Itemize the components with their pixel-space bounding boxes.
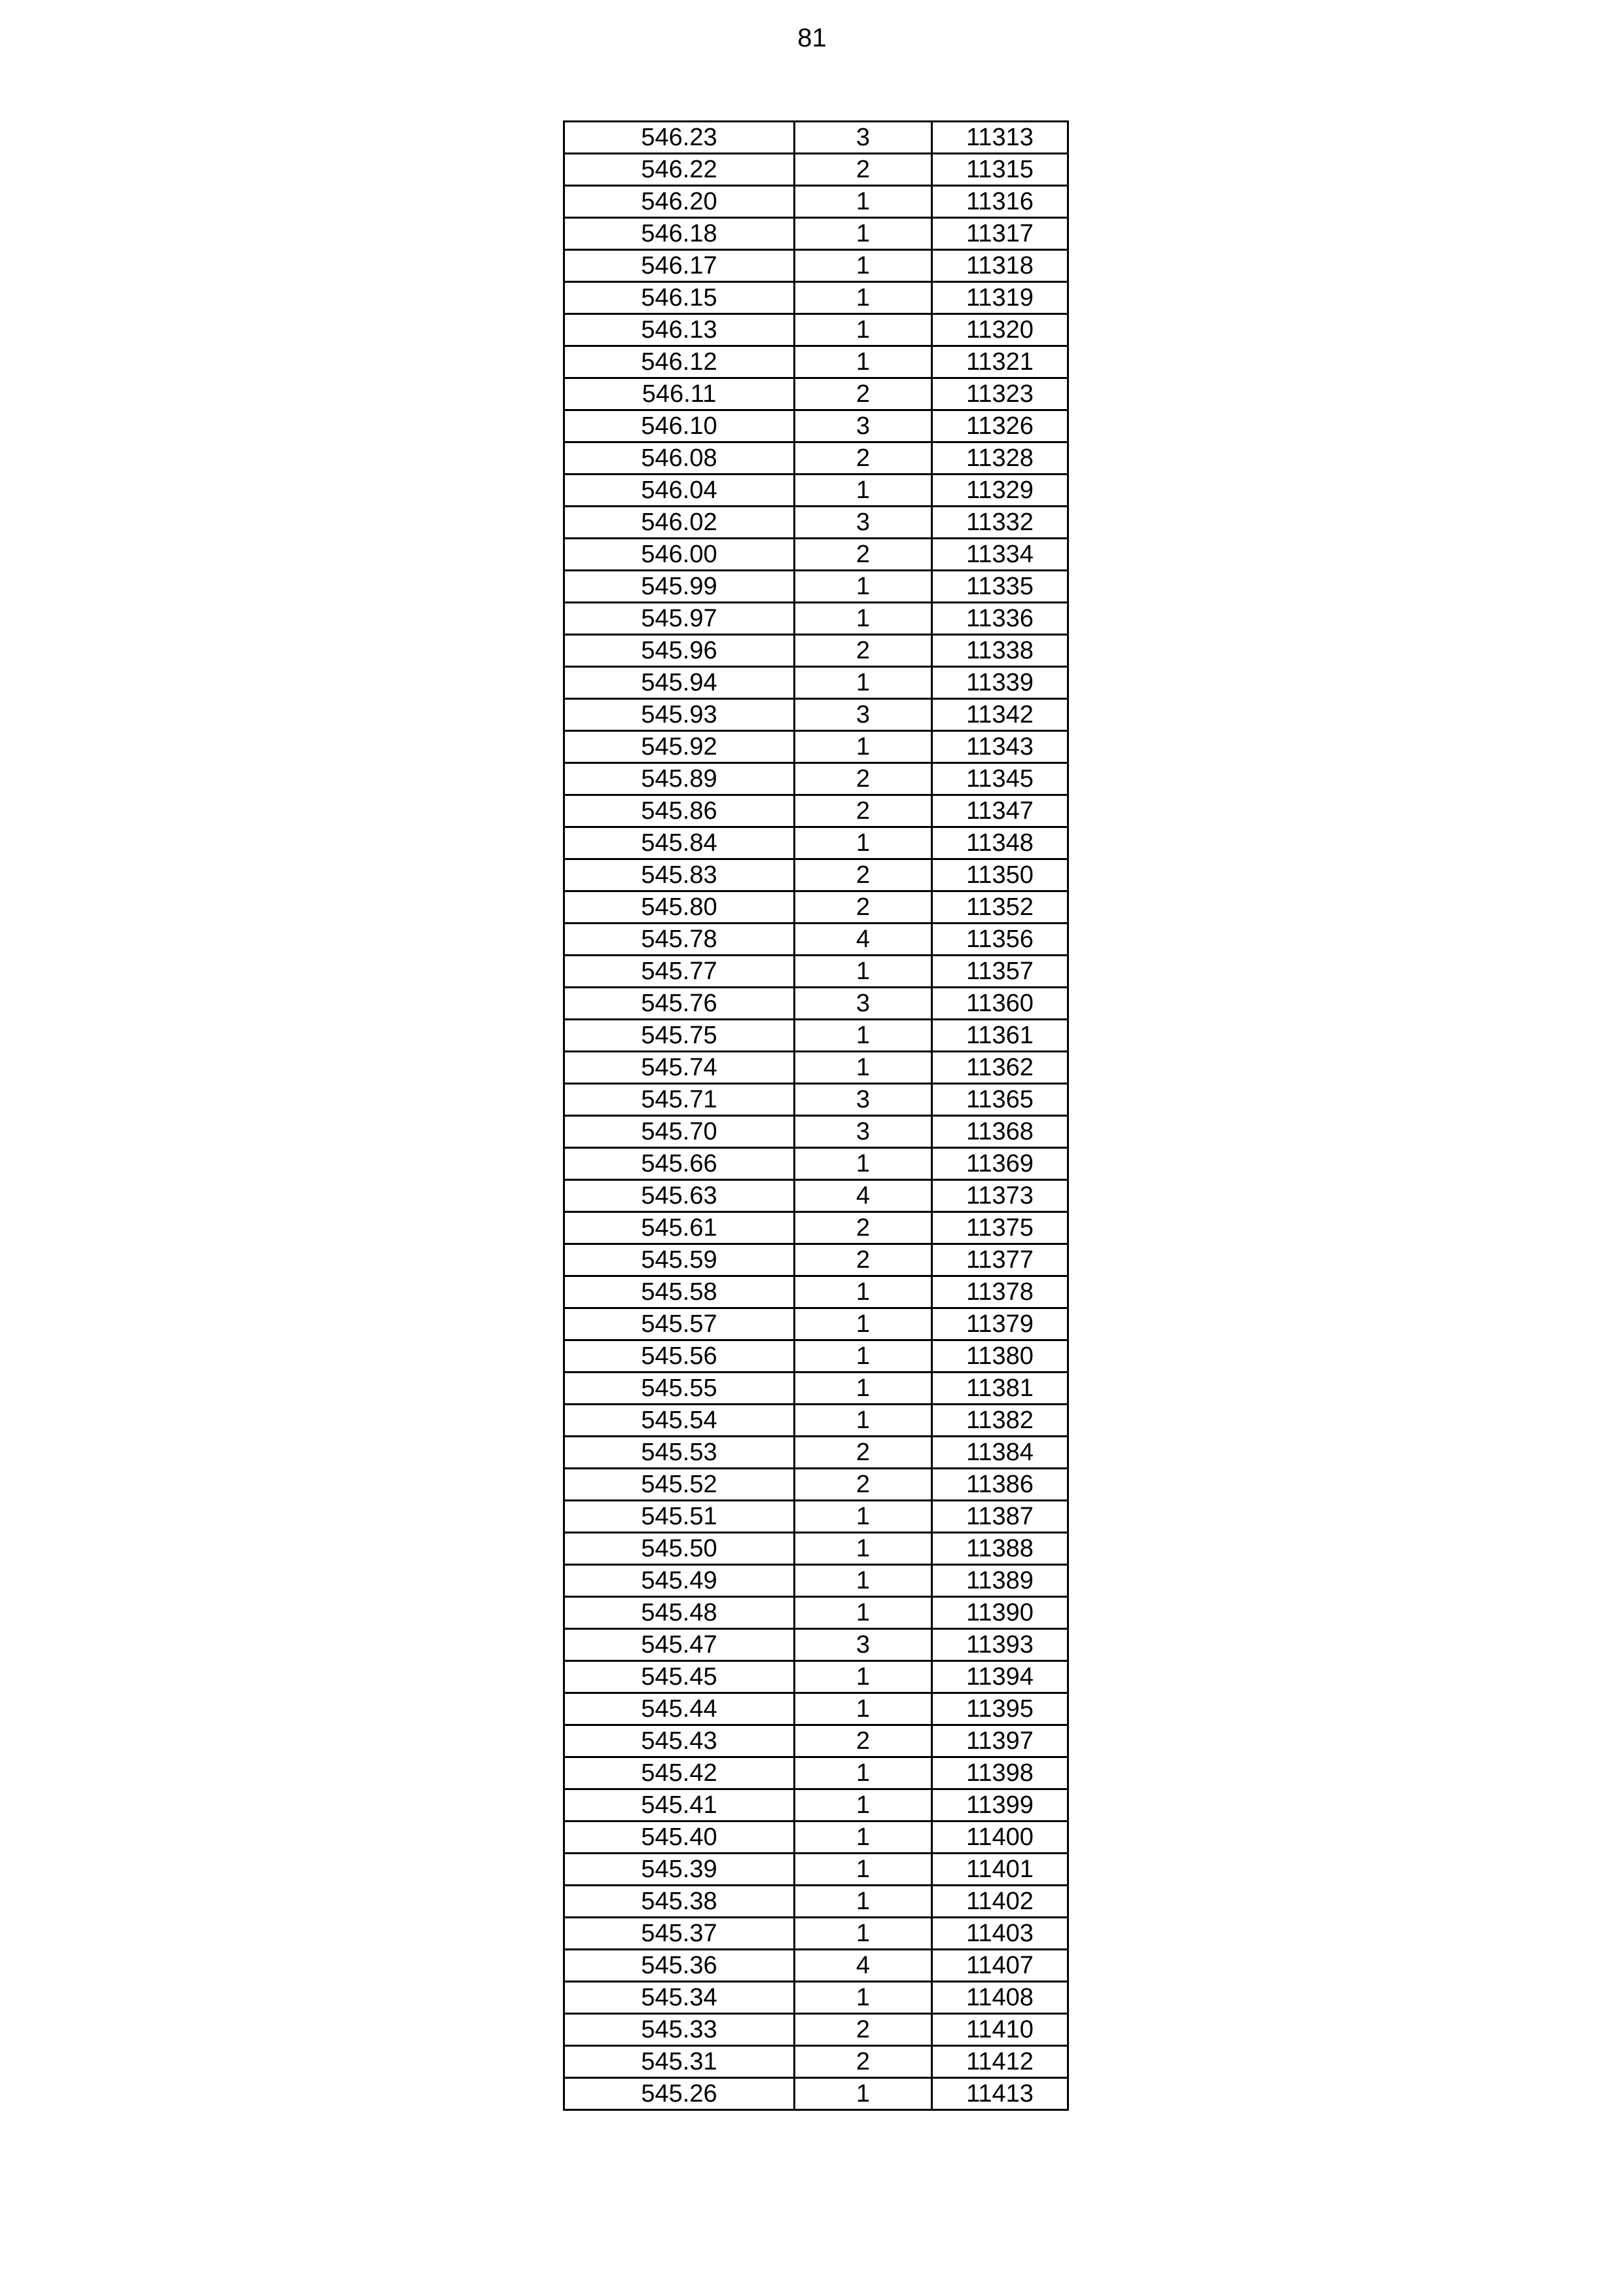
- value-cell: 545.40: [564, 1821, 795, 1854]
- table-row: [564, 1725, 1068, 1757]
- index-cell: 11412: [932, 2046, 1068, 2078]
- count-cell: 1: [795, 1405, 932, 1437]
- count-cell: 3: [795, 1116, 932, 1148]
- index-cell: 11332: [932, 507, 1068, 539]
- index-cell: 11334: [932, 539, 1068, 571]
- index-cell: 11397: [932, 1725, 1068, 1757]
- index-cell: 11368: [932, 1116, 1068, 1148]
- table-row: [564, 475, 1068, 507]
- count-cell: 2: [795, 378, 932, 410]
- count-cell: 1: [795, 1533, 932, 1565]
- count-cell: 4: [795, 1950, 932, 1982]
- table-row: [564, 410, 1068, 442]
- table-row: [564, 1437, 1068, 1469]
- count-cell: 1: [795, 1886, 932, 1918]
- index-cell: 11352: [932, 891, 1068, 924]
- index-cell: 11401: [932, 1854, 1068, 1886]
- index-cell: 11379: [932, 1308, 1068, 1340]
- value-cell: 545.96: [564, 635, 795, 667]
- value-cell: 545.56: [564, 1340, 795, 1372]
- value-cell: 545.89: [564, 763, 795, 795]
- value-cell: 545.86: [564, 795, 795, 827]
- index-cell: 11338: [932, 635, 1068, 667]
- count-cell: 1: [795, 1308, 932, 1340]
- table-row: [564, 1020, 1068, 1052]
- table-row: [564, 571, 1068, 603]
- index-cell: 11389: [932, 1565, 1068, 1597]
- index-cell: 11343: [932, 731, 1068, 763]
- value-cell: 545.41: [564, 1789, 795, 1821]
- table-row: [564, 1950, 1068, 1982]
- table-row: [564, 1886, 1068, 1918]
- index-cell: 11348: [932, 827, 1068, 859]
- count-cell: 1: [795, 1982, 932, 2014]
- index-cell: 11315: [932, 154, 1068, 186]
- count-cell: 1: [795, 1918, 932, 1950]
- value-cell: 545.99: [564, 571, 795, 603]
- count-cell: 1: [795, 1821, 932, 1854]
- index-cell: 11321: [932, 346, 1068, 378]
- value-cell: 545.61: [564, 1212, 795, 1244]
- count-cell: 1: [795, 1757, 932, 1789]
- value-cell: 546.23: [564, 122, 795, 154]
- count-cell: 3: [795, 122, 932, 154]
- table-row: [564, 378, 1068, 410]
- value-cell: 545.44: [564, 1693, 795, 1725]
- index-cell: 11386: [932, 1469, 1068, 1501]
- value-cell: 545.59: [564, 1244, 795, 1276]
- index-cell: 11342: [932, 699, 1068, 731]
- value-cell: 545.45: [564, 1661, 795, 1693]
- table-row: [564, 250, 1068, 282]
- count-cell: 1: [795, 956, 932, 988]
- value-cell: 545.58: [564, 1276, 795, 1308]
- table-row: [564, 1244, 1068, 1276]
- count-cell: 3: [795, 699, 932, 731]
- index-cell: 11356: [932, 924, 1068, 956]
- table-row: [564, 1821, 1068, 1854]
- value-cell: 545.84: [564, 827, 795, 859]
- count-cell: 2: [795, 1469, 932, 1501]
- index-cell: 11319: [932, 282, 1068, 314]
- table-row: [564, 956, 1068, 988]
- value-cell: 545.93: [564, 699, 795, 731]
- table-row: [564, 667, 1068, 699]
- table-row: [564, 1372, 1068, 1405]
- value-cell: 545.77: [564, 956, 795, 988]
- value-cell: 545.39: [564, 1854, 795, 1886]
- value-cell: 545.52: [564, 1469, 795, 1501]
- value-cell: 545.43: [564, 1725, 795, 1757]
- table-row: [564, 346, 1068, 378]
- data-table: [563, 120, 1069, 2111]
- table-body: [564, 122, 1068, 2110]
- index-cell: 11329: [932, 475, 1068, 507]
- index-cell: 11384: [932, 1437, 1068, 1469]
- value-cell: 545.66: [564, 1148, 795, 1180]
- value-cell: 545.33: [564, 2014, 795, 2046]
- value-cell: 545.51: [564, 1501, 795, 1533]
- index-cell: 11400: [932, 1821, 1068, 1854]
- table-row: [564, 699, 1068, 731]
- page-number: 81: [797, 24, 827, 52]
- count-cell: 1: [795, 1597, 932, 1629]
- count-cell: 2: [795, 154, 932, 186]
- count-cell: 2: [795, 2046, 932, 2078]
- index-cell: 11350: [932, 859, 1068, 891]
- table-row: [564, 1693, 1068, 1725]
- table-row: [564, 1308, 1068, 1340]
- count-cell: 4: [795, 1180, 932, 1212]
- count-cell: 2: [795, 442, 932, 475]
- value-cell: 545.47: [564, 1629, 795, 1661]
- table-row: [564, 122, 1068, 154]
- index-cell: 11382: [932, 1405, 1068, 1437]
- table-row: [564, 1052, 1068, 1084]
- value-cell: 545.92: [564, 731, 795, 763]
- table-row: [564, 218, 1068, 250]
- count-cell: 2: [795, 635, 932, 667]
- table-row: [564, 1180, 1068, 1212]
- value-cell: 546.00: [564, 539, 795, 571]
- count-cell: 1: [795, 1276, 932, 1308]
- index-cell: 11398: [932, 1757, 1068, 1789]
- count-cell: 2: [795, 539, 932, 571]
- table-row: [564, 1148, 1068, 1180]
- count-cell: 4: [795, 924, 932, 956]
- table-row: [564, 988, 1068, 1020]
- value-cell: 545.70: [564, 1116, 795, 1148]
- value-cell: 545.37: [564, 1918, 795, 1950]
- table-row: [564, 1661, 1068, 1693]
- table-row: [564, 539, 1068, 571]
- count-cell: 3: [795, 1629, 932, 1661]
- value-cell: 546.10: [564, 410, 795, 442]
- table-row: [564, 1276, 1068, 1308]
- table-row: [564, 1501, 1068, 1533]
- table-row: [564, 1084, 1068, 1116]
- index-cell: 11339: [932, 667, 1068, 699]
- count-cell: 1: [795, 1148, 932, 1180]
- count-cell: 1: [795, 2078, 932, 2110]
- index-cell: 11390: [932, 1597, 1068, 1629]
- count-cell: 3: [795, 410, 932, 442]
- table-row: [564, 795, 1068, 827]
- count-cell: 2: [795, 1437, 932, 1469]
- index-cell: 11320: [932, 314, 1068, 346]
- count-cell: 1: [795, 314, 932, 346]
- index-cell: 11369: [932, 1148, 1068, 1180]
- value-cell: 545.75: [564, 1020, 795, 1052]
- table-row: [564, 859, 1068, 891]
- index-cell: 11323: [932, 378, 1068, 410]
- value-cell: 546.22: [564, 154, 795, 186]
- table-row: [564, 1918, 1068, 1950]
- value-cell: 546.13: [564, 314, 795, 346]
- index-cell: 11335: [932, 571, 1068, 603]
- index-cell: 11402: [932, 1886, 1068, 1918]
- index-cell: 11317: [932, 218, 1068, 250]
- index-cell: 11336: [932, 603, 1068, 635]
- value-cell: 545.71: [564, 1084, 795, 1116]
- count-cell: 1: [795, 1372, 932, 1405]
- count-cell: 2: [795, 763, 932, 795]
- table-row: [564, 1982, 1068, 2014]
- value-cell: 546.20: [564, 186, 795, 218]
- table-row: [564, 1469, 1068, 1501]
- value-cell: 546.02: [564, 507, 795, 539]
- value-cell: 545.31: [564, 2046, 795, 2078]
- value-cell: 546.18: [564, 218, 795, 250]
- index-cell: 11413: [932, 2078, 1068, 2110]
- value-cell: 546.12: [564, 346, 795, 378]
- table-row: [564, 1212, 1068, 1244]
- index-cell: 11381: [932, 1372, 1068, 1405]
- value-cell: 545.42: [564, 1757, 795, 1789]
- index-cell: 11393: [932, 1629, 1068, 1661]
- value-cell: 545.26: [564, 2078, 795, 2110]
- table-row: [564, 1405, 1068, 1437]
- index-cell: 11347: [932, 795, 1068, 827]
- index-cell: 11388: [932, 1533, 1068, 1565]
- index-cell: 11395: [932, 1693, 1068, 1725]
- table-row: [564, 314, 1068, 346]
- value-cell: 545.34: [564, 1982, 795, 2014]
- table-row: [564, 2014, 1068, 2046]
- count-cell: 1: [795, 1693, 932, 1725]
- index-cell: 11365: [932, 1084, 1068, 1116]
- count-cell: 3: [795, 1084, 932, 1116]
- value-cell: 545.94: [564, 667, 795, 699]
- value-cell: 546.11: [564, 378, 795, 410]
- count-cell: 1: [795, 282, 932, 314]
- count-cell: 1: [795, 827, 932, 859]
- count-cell: 1: [795, 667, 932, 699]
- index-cell: 11408: [932, 1982, 1068, 2014]
- value-cell: 545.57: [564, 1308, 795, 1340]
- count-cell: 1: [795, 475, 932, 507]
- table-row: [564, 1757, 1068, 1789]
- index-cell: 11316: [932, 186, 1068, 218]
- table-row: [564, 1116, 1068, 1148]
- index-cell: 11313: [932, 122, 1068, 154]
- table-row: [564, 1854, 1068, 1886]
- table-row: [564, 2046, 1068, 2078]
- index-cell: 11360: [932, 988, 1068, 1020]
- index-cell: 11361: [932, 1020, 1068, 1052]
- value-cell: 545.97: [564, 603, 795, 635]
- table-row: [564, 186, 1068, 218]
- index-cell: 11362: [932, 1052, 1068, 1084]
- value-cell: 546.15: [564, 282, 795, 314]
- index-cell: 11345: [932, 763, 1068, 795]
- table-row: [564, 731, 1068, 763]
- table-row: [564, 1533, 1068, 1565]
- count-cell: 1: [795, 186, 932, 218]
- value-cell: 545.74: [564, 1052, 795, 1084]
- table-row: [564, 1597, 1068, 1629]
- index-cell: 11403: [932, 1918, 1068, 1950]
- table-row: [564, 1789, 1068, 1821]
- count-cell: 2: [795, 1725, 932, 1757]
- value-cell: 545.36: [564, 1950, 795, 1982]
- index-cell: 11399: [932, 1789, 1068, 1821]
- table-row: [564, 154, 1068, 186]
- count-cell: 1: [795, 1565, 932, 1597]
- value-cell: 545.83: [564, 859, 795, 891]
- value-cell: 546.17: [564, 250, 795, 282]
- value-cell: 545.54: [564, 1405, 795, 1437]
- count-cell: 3: [795, 507, 932, 539]
- count-cell: 3: [795, 988, 932, 1020]
- index-cell: 11394: [932, 1661, 1068, 1693]
- value-cell: 545.78: [564, 924, 795, 956]
- index-cell: 11326: [932, 410, 1068, 442]
- index-cell: 11407: [932, 1950, 1068, 1982]
- value-cell: 545.53: [564, 1437, 795, 1469]
- index-cell: 11380: [932, 1340, 1068, 1372]
- count-cell: 1: [795, 571, 932, 603]
- count-cell: 1: [795, 346, 932, 378]
- index-cell: 11377: [932, 1244, 1068, 1276]
- value-cell: 545.76: [564, 988, 795, 1020]
- value-cell: 545.38: [564, 1886, 795, 1918]
- table-row: [564, 1629, 1068, 1661]
- table-row: [564, 891, 1068, 924]
- count-cell: 2: [795, 1212, 932, 1244]
- table-row: [564, 1340, 1068, 1372]
- count-cell: 2: [795, 891, 932, 924]
- index-cell: 11378: [932, 1276, 1068, 1308]
- count-cell: 1: [795, 731, 932, 763]
- value-cell: 545.55: [564, 1372, 795, 1405]
- index-cell: 11328: [932, 442, 1068, 475]
- table-row: [564, 2078, 1068, 2110]
- value-cell: 546.04: [564, 475, 795, 507]
- index-cell: 11373: [932, 1180, 1068, 1212]
- count-cell: 1: [795, 250, 932, 282]
- value-cell: 545.49: [564, 1565, 795, 1597]
- count-cell: 1: [795, 1020, 932, 1052]
- count-cell: 1: [795, 1340, 932, 1372]
- table-row: [564, 603, 1068, 635]
- table-row: [564, 442, 1068, 475]
- count-cell: 1: [795, 1501, 932, 1533]
- table-row: [564, 924, 1068, 956]
- index-cell: 11410: [932, 2014, 1068, 2046]
- table-row: [564, 507, 1068, 539]
- count-cell: 1: [795, 218, 932, 250]
- index-cell: 11357: [932, 956, 1068, 988]
- count-cell: 1: [795, 603, 932, 635]
- table-row: [564, 827, 1068, 859]
- value-cell: 546.08: [564, 442, 795, 475]
- index-cell: 11375: [932, 1212, 1068, 1244]
- value-cell: 545.80: [564, 891, 795, 924]
- index-cell: 11318: [932, 250, 1068, 282]
- value-cell: 545.50: [564, 1533, 795, 1565]
- count-cell: 2: [795, 2014, 932, 2046]
- count-cell: 1: [795, 1661, 932, 1693]
- value-cell: 545.63: [564, 1180, 795, 1212]
- table-row: [564, 1565, 1068, 1597]
- table-row: [564, 635, 1068, 667]
- count-cell: 2: [795, 1244, 932, 1276]
- count-cell: 1: [795, 1052, 932, 1084]
- count-cell: 2: [795, 859, 932, 891]
- count-cell: 1: [795, 1854, 932, 1886]
- table-row: [564, 763, 1068, 795]
- table-row: [564, 282, 1068, 314]
- index-cell: 11387: [932, 1501, 1068, 1533]
- count-cell: 2: [795, 795, 932, 827]
- count-cell: 1: [795, 1789, 932, 1821]
- value-cell: 545.48: [564, 1597, 795, 1629]
